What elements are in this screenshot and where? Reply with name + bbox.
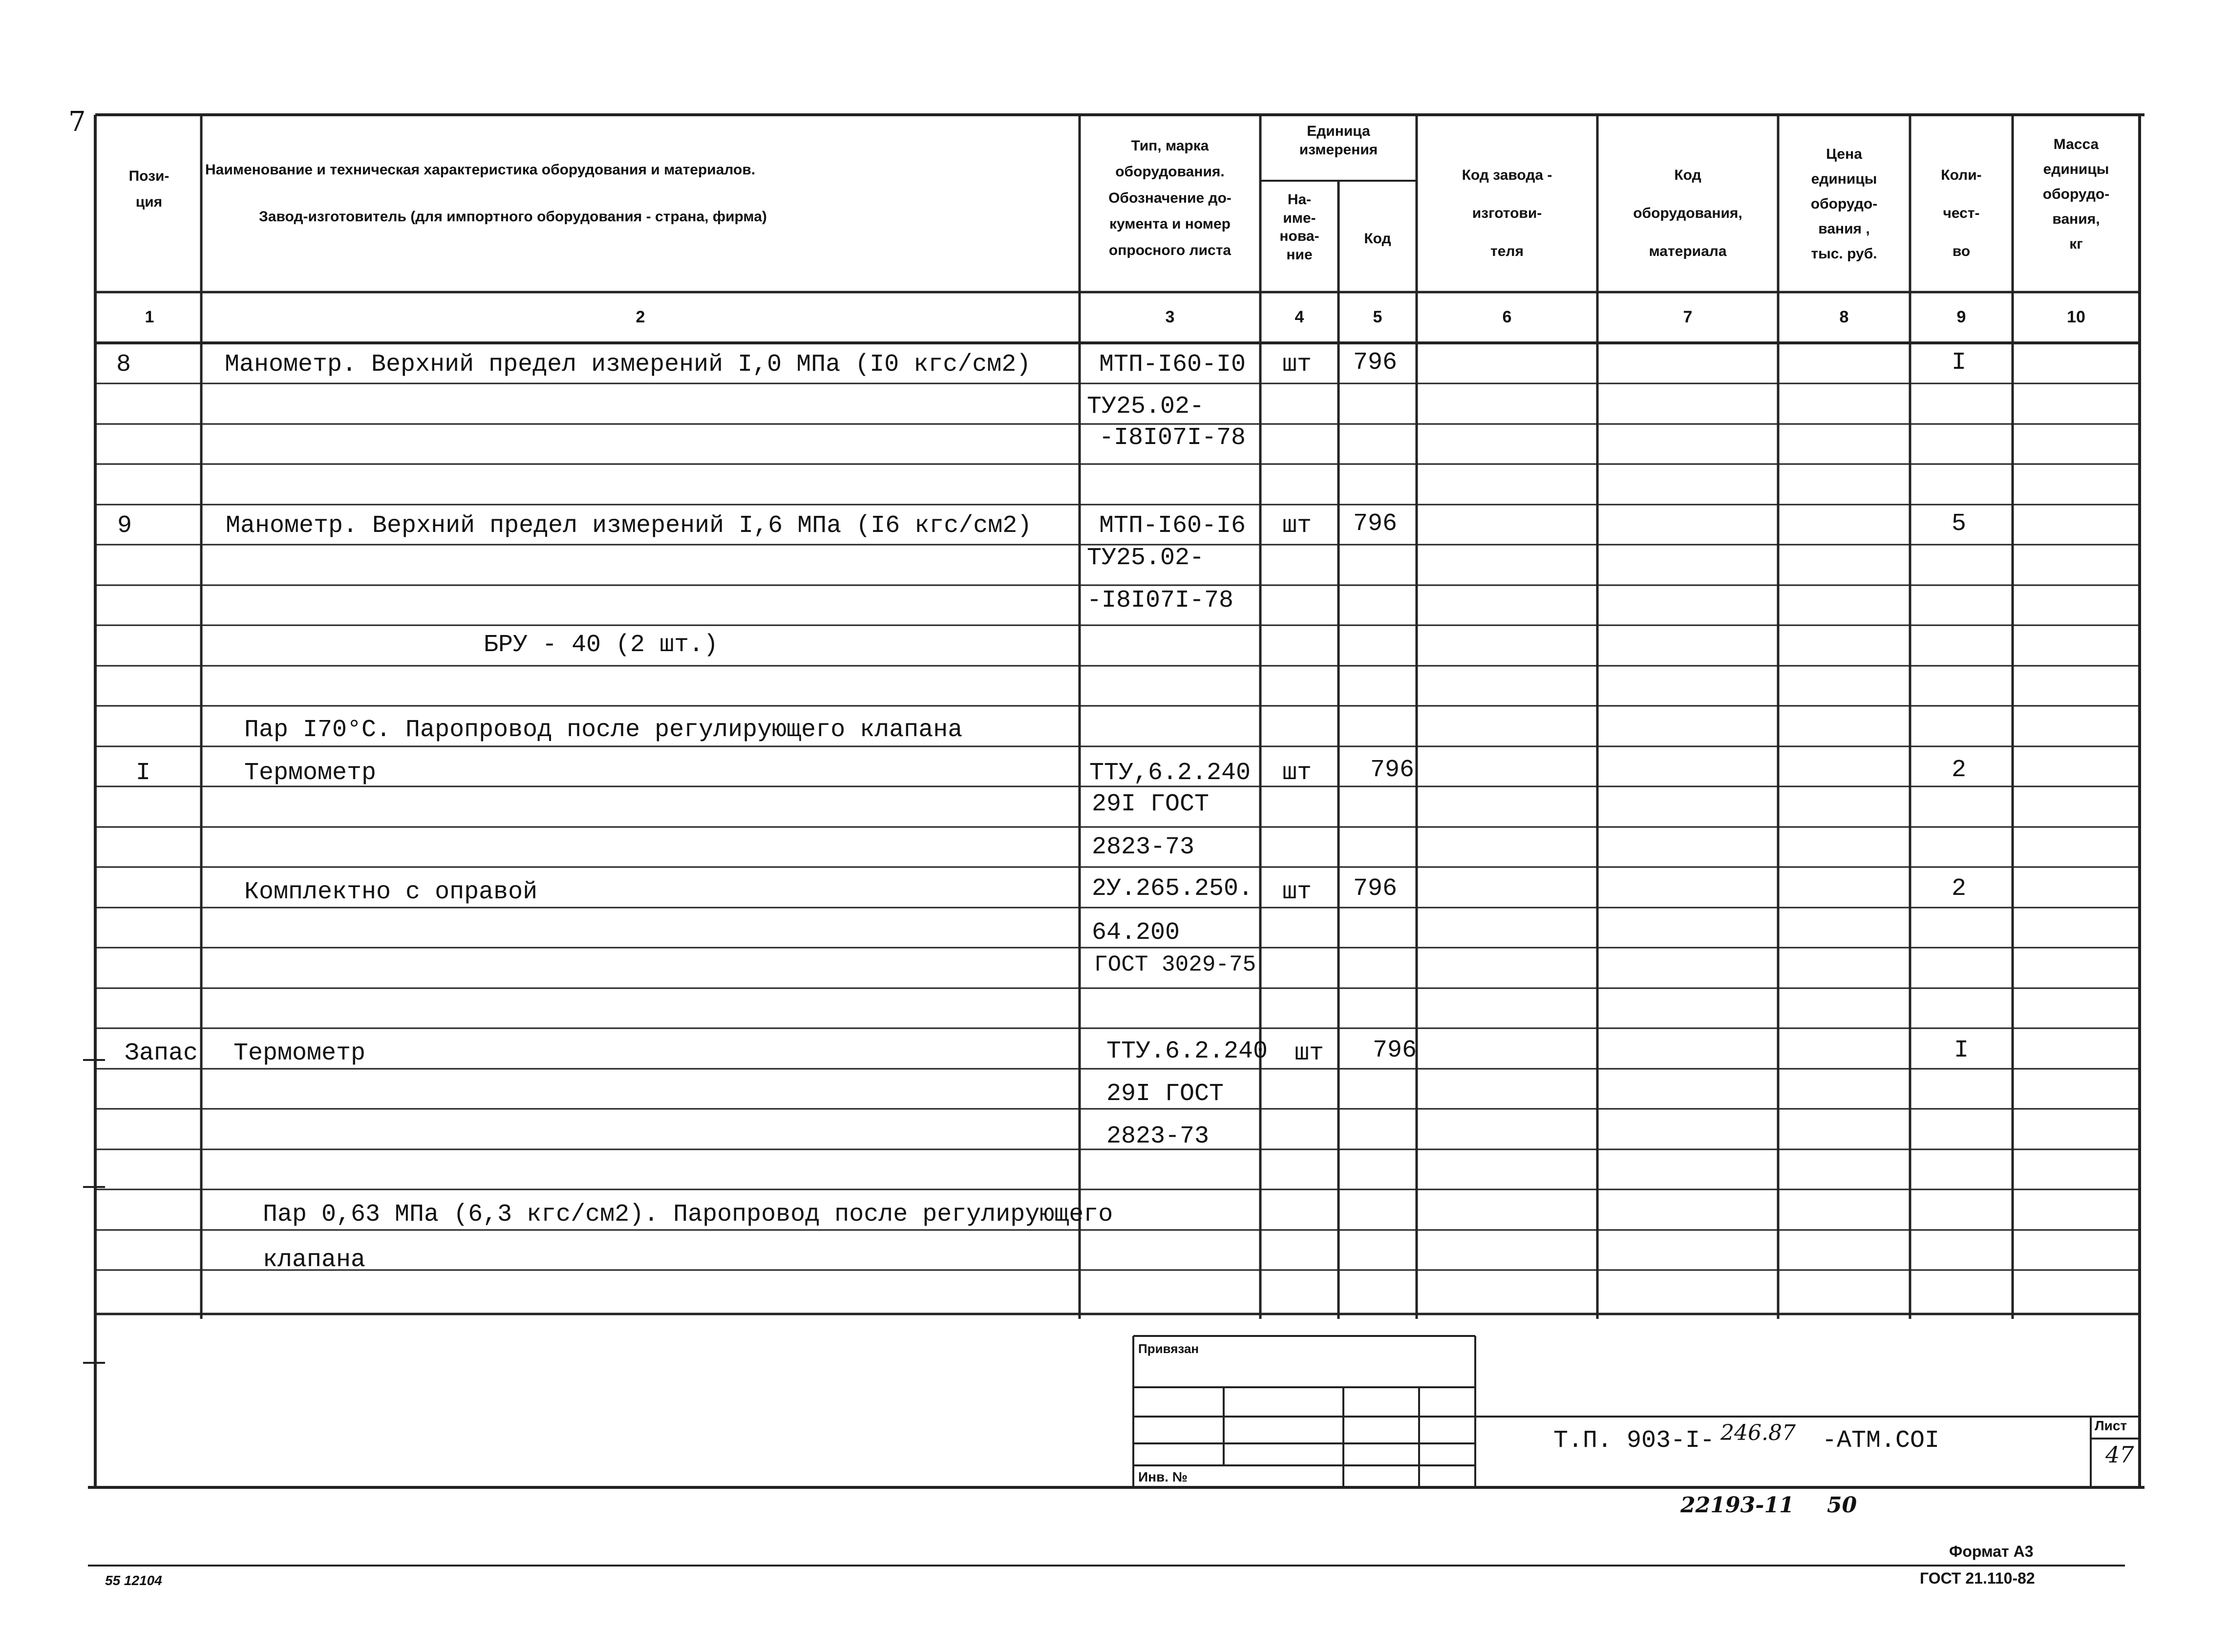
- row-type: ТУ25.02-: [1087, 393, 1205, 421]
- row-type: ТТУ.6.2.240: [1106, 1038, 1268, 1065]
- row-type: 2823-73: [1092, 833, 1195, 861]
- row-name: Термометр: [234, 1039, 366, 1067]
- header-mass: Масса единицы оборудо- вания, кг: [2042, 136, 2110, 252]
- header-mfr-code: Код завода - изготови- теля: [1462, 167, 1552, 259]
- row-qty: I: [1954, 1037, 1969, 1064]
- handwritten-number-2: 50: [1827, 1493, 1857, 1518]
- header-unit-name: На- име- нова- ние: [1279, 191, 1319, 263]
- col-num-7: 7: [1683, 308, 1693, 326]
- row-name: БРУ - 40 (2 шт.): [484, 631, 719, 659]
- header-equip-code: Код оборудования, материала: [1633, 167, 1742, 259]
- row-pos: 9: [117, 512, 132, 540]
- header-qty: Коли- чест- во: [1941, 167, 1982, 259]
- stamp-bound-label: Привязан: [1138, 1341, 1199, 1356]
- row-type: ТУ25.02-: [1087, 544, 1205, 572]
- col-num-9: 9: [1956, 308, 1966, 326]
- row-qty: 5: [1952, 510, 1967, 538]
- row-code: 796: [1370, 756, 1415, 784]
- row-unit: шт: [1295, 1039, 1324, 1067]
- col-num-1: 1: [145, 308, 154, 326]
- header-unit-code: Код: [1364, 231, 1391, 247]
- row-type: МТП-I60-I0: [1099, 351, 1246, 379]
- row-type: 29I ГОСТ: [1106, 1080, 1224, 1108]
- row-name: Пар I70°C. Паропровод после регулирующего клапана: [244, 716, 963, 744]
- row-type: ТТУ,6.2.240: [1089, 759, 1251, 787]
- row-unit: шт: [1282, 512, 1312, 540]
- row-name: Манометр. Верхний предел измерений I,0 МПа (I0 кгс/см2): [225, 351, 1031, 379]
- row-name: клапана: [263, 1246, 366, 1274]
- col-num-10: 10: [2067, 308, 2085, 326]
- row-type: 2823-73: [1106, 1123, 1210, 1150]
- row-unit: шт: [1282, 878, 1312, 906]
- header-unit: Единица измерения: [1299, 123, 1378, 158]
- left-code: 55 12104: [105, 1573, 162, 1588]
- row-type: -I8I07I-78: [1087, 587, 1234, 614]
- row-name: Манометр. Верхний предел измерений I,6 МПа (I6 кгс/см2): [226, 512, 1032, 540]
- stamp-sheet-number: 47: [2105, 1441, 2134, 1468]
- header-position: Пози- ция: [128, 168, 170, 210]
- row-type: МТП-I60-I6: [1099, 512, 1246, 540]
- row-pos: Запас: [125, 1039, 198, 1067]
- header-name-line2: Завод-изготовитель (для импортного оборудования - страна, фирма): [259, 209, 767, 225]
- row-code: 796: [1353, 349, 1398, 377]
- row-code: 796: [1373, 1037, 1417, 1064]
- row-name: Комплектно с оправой: [244, 878, 538, 906]
- row-pos: 8: [116, 351, 131, 379]
- row-code: 796: [1353, 875, 1398, 903]
- row-type: ГОСТ 3029-75: [1094, 952, 1256, 977]
- row-qty: 2: [1952, 756, 1967, 784]
- row-code: 796: [1353, 510, 1398, 538]
- col-num-3: 3: [1165, 308, 1175, 326]
- row-type: 29I ГОСТ: [1092, 790, 1210, 818]
- col-num-8: 8: [1839, 308, 1849, 326]
- corner-mark: 7: [68, 106, 86, 138]
- row-type: 64.200: [1092, 919, 1180, 947]
- row-name: Термометр: [244, 759, 377, 787]
- gost-label: ГОСТ 21.110-82: [1920, 1569, 2035, 1587]
- col-num-5: 5: [1373, 308, 1382, 326]
- row-type: 2У.265.250.: [1092, 875, 1253, 903]
- stamp-doc-hand: 246.87: [1720, 1420, 1796, 1445]
- header-name-line1: Наименование и техническая характеристика оборудования и материалов.: [205, 162, 756, 178]
- col-num-4: 4: [1295, 308, 1304, 326]
- col-num-2: 2: [636, 308, 645, 326]
- row-type: -I8I07I-78: [1099, 424, 1246, 452]
- handwritten-number: 22193-11: [1680, 1493, 1794, 1518]
- stamp-doc-prefix: Т.П. 903-I-: [1553, 1427, 1715, 1455]
- format-label: Формат А3: [1949, 1543, 2034, 1560]
- row-name: Пар 0,63 МПа (6,3 кгс/см2). Паропровод после регулирующего: [263, 1201, 1113, 1228]
- col-num-6: 6: [1502, 308, 1512, 326]
- row-qty: I: [1952, 349, 1967, 377]
- stamp-doc-suffix: -АТМ.СОI: [1822, 1427, 1940, 1455]
- stamp-sheet-label: Лист: [2095, 1418, 2127, 1433]
- header-price: Цена единицы оборудо- вания , тыс. руб.: [1810, 146, 1878, 262]
- row-qty: 2: [1952, 875, 1967, 903]
- row-unit: шт: [1282, 351, 1312, 379]
- row-unit: шт: [1282, 759, 1312, 787]
- row-pos: I: [136, 759, 151, 787]
- stamp-inv-label: Инв. №: [1138, 1469, 1188, 1484]
- header-type: Тип, марка оборудования. Обозначение до- кумента и номер опросного листа: [1108, 138, 1231, 258]
